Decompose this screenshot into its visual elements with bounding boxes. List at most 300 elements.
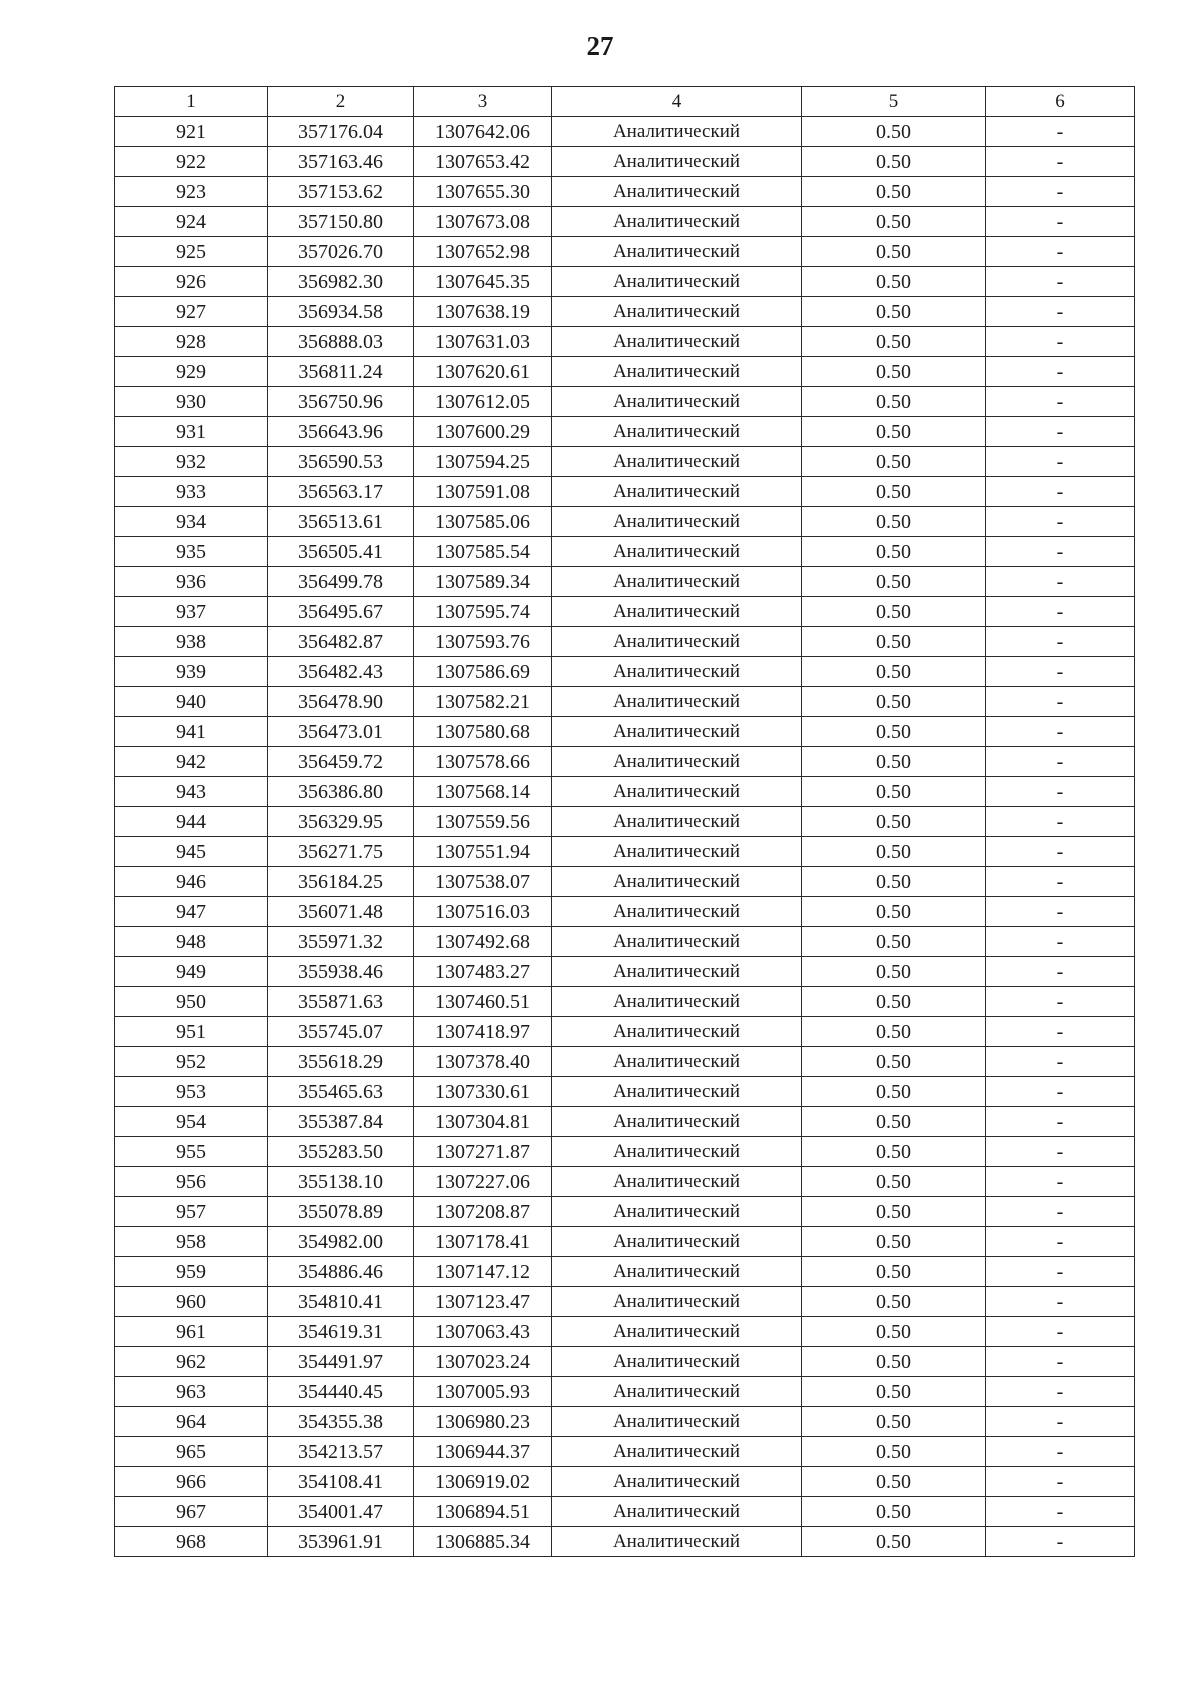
table-row <box>115 1527 1135 1557</box>
cell-point-number: 931 <box>115 417 268 447</box>
cell-method: Аналитический <box>552 1077 802 1107</box>
table-row <box>115 357 1135 387</box>
cell-method: Аналитический <box>552 177 802 207</box>
cell-x: 355618.29 <box>268 1047 414 1077</box>
cell-note: - <box>986 1407 1135 1437</box>
cell-method: Аналитический <box>552 447 802 477</box>
cell-x: 355138.10 <box>268 1167 414 1197</box>
cell-x: 356071.48 <box>268 897 414 927</box>
cell-y: 1307005.93 <box>414 1377 552 1407</box>
cell-y: 1307227.06 <box>414 1167 552 1197</box>
table-row <box>115 297 1135 327</box>
cell-method: Аналитический <box>552 507 802 537</box>
cell-point-number: 953 <box>115 1077 268 1107</box>
cell-x: 355745.07 <box>268 1017 414 1047</box>
cell-accuracy: 0.50 <box>802 357 986 387</box>
cell-method: Аналитический <box>552 147 802 177</box>
cell-point-number: 945 <box>115 837 268 867</box>
table-row <box>115 1257 1135 1287</box>
cell-method: Аналитический <box>552 117 802 147</box>
cell-accuracy: 0.50 <box>802 927 986 957</box>
cell-x: 357163.46 <box>268 147 414 177</box>
cell-y: 1307559.56 <box>414 807 552 837</box>
cell-x: 354619.31 <box>268 1317 414 1347</box>
cell-accuracy: 0.50 <box>802 387 986 417</box>
table-row <box>115 1497 1135 1527</box>
cell-x: 353961.91 <box>268 1527 414 1557</box>
cell-point-number: 965 <box>115 1437 268 1467</box>
cell-note: - <box>986 717 1135 747</box>
cell-x: 354440.45 <box>268 1377 414 1407</box>
cell-point-number: 932 <box>115 447 268 477</box>
table-row <box>115 447 1135 477</box>
cell-point-number: 923 <box>115 177 268 207</box>
cell-y: 1307589.34 <box>414 567 552 597</box>
cell-point-number: 958 <box>115 1227 268 1257</box>
cell-y: 1307578.66 <box>414 747 552 777</box>
cell-method: Аналитический <box>552 957 802 987</box>
cell-y: 1307652.98 <box>414 237 552 267</box>
cell-accuracy: 0.50 <box>802 657 986 687</box>
cell-accuracy: 0.50 <box>802 627 986 657</box>
cell-accuracy: 0.50 <box>802 1137 986 1167</box>
cell-note: - <box>986 777 1135 807</box>
table-row <box>115 267 1135 297</box>
cell-y: 1307330.61 <box>414 1077 552 1107</box>
cell-point-number: 925 <box>115 237 268 267</box>
cell-method: Аналитический <box>552 1527 802 1557</box>
cell-accuracy: 0.50 <box>802 1317 986 1347</box>
cell-point-number: 963 <box>115 1377 268 1407</box>
cell-y: 1307208.87 <box>414 1197 552 1227</box>
cell-y: 1307582.21 <box>414 687 552 717</box>
cell-note: - <box>986 1377 1135 1407</box>
cell-y: 1307492.68 <box>414 927 552 957</box>
table-row <box>115 1137 1135 1167</box>
coordinates-table <box>114 86 1135 1557</box>
cell-point-number: 939 <box>115 657 268 687</box>
cell-point-number: 929 <box>115 357 268 387</box>
cell-method: Аналитический <box>552 747 802 777</box>
cell-method: Аналитический <box>552 1437 802 1467</box>
cell-point-number: 941 <box>115 717 268 747</box>
cell-y: 1307638.19 <box>414 297 552 327</box>
cell-method: Аналитический <box>552 1287 802 1317</box>
cell-point-number: 936 <box>115 567 268 597</box>
cell-point-number: 944 <box>115 807 268 837</box>
cell-point-number: 933 <box>115 477 268 507</box>
cell-accuracy: 0.50 <box>802 897 986 927</box>
cell-y: 1307538.07 <box>414 867 552 897</box>
cell-method: Аналитический <box>552 1257 802 1287</box>
table-row <box>115 1287 1135 1317</box>
cell-accuracy: 0.50 <box>802 147 986 177</box>
cell-accuracy: 0.50 <box>802 837 986 867</box>
cell-note: - <box>986 237 1135 267</box>
cell-y: 1307631.03 <box>414 327 552 357</box>
cell-point-number: 967 <box>115 1497 268 1527</box>
cell-note: - <box>986 957 1135 987</box>
cell-y: 1306980.23 <box>414 1407 552 1437</box>
table-row <box>115 867 1135 897</box>
cell-note: - <box>986 537 1135 567</box>
cell-method: Аналитический <box>552 387 802 417</box>
table-row <box>115 177 1135 207</box>
cell-accuracy: 0.50 <box>802 567 986 597</box>
cell-accuracy: 0.50 <box>802 1077 986 1107</box>
table-row <box>115 777 1135 807</box>
table-row <box>115 117 1135 147</box>
table-row <box>115 147 1135 177</box>
cell-method: Аналитический <box>552 867 802 897</box>
table-row <box>115 597 1135 627</box>
cell-accuracy: 0.50 <box>802 1527 986 1557</box>
cell-x: 357153.62 <box>268 177 414 207</box>
cell-method: Аналитический <box>552 357 802 387</box>
cell-point-number: 962 <box>115 1347 268 1377</box>
cell-note: - <box>986 1167 1135 1197</box>
cell-y: 1307653.42 <box>414 147 552 177</box>
cell-method: Аналитический <box>552 897 802 927</box>
cell-accuracy: 0.50 <box>802 1347 986 1377</box>
cell-point-number: 955 <box>115 1137 268 1167</box>
cell-y: 1307620.61 <box>414 357 552 387</box>
cell-note: - <box>986 837 1135 867</box>
cell-note: - <box>986 267 1135 297</box>
cell-x: 356982.30 <box>268 267 414 297</box>
cell-x: 354108.41 <box>268 1467 414 1497</box>
cell-method: Аналитический <box>552 297 802 327</box>
cell-point-number: 952 <box>115 1047 268 1077</box>
cell-y: 1307586.69 <box>414 657 552 687</box>
cell-y: 1307568.14 <box>414 777 552 807</box>
table-body <box>115 117 1135 1557</box>
cell-method: Аналитический <box>552 597 802 627</box>
cell-x: 356888.03 <box>268 327 414 357</box>
cell-note: - <box>986 807 1135 837</box>
cell-y: 1307580.68 <box>414 717 552 747</box>
cell-x: 354213.57 <box>268 1437 414 1467</box>
cell-method: Аналитический <box>552 687 802 717</box>
cell-x: 355871.63 <box>268 987 414 1017</box>
cell-accuracy: 0.50 <box>802 267 986 297</box>
column-header-4: 4 <box>552 87 802 117</box>
cell-x: 356590.53 <box>268 447 414 477</box>
cell-accuracy: 0.50 <box>802 417 986 447</box>
cell-y: 1307271.87 <box>414 1137 552 1167</box>
cell-method: Аналитический <box>552 1137 802 1167</box>
cell-point-number: 927 <box>115 297 268 327</box>
cell-y: 1307673.08 <box>414 207 552 237</box>
cell-y: 1307304.81 <box>414 1107 552 1137</box>
cell-x: 354001.47 <box>268 1497 414 1527</box>
cell-x: 357026.70 <box>268 237 414 267</box>
cell-x: 355078.89 <box>268 1197 414 1227</box>
cell-point-number: 947 <box>115 897 268 927</box>
cell-point-number: 961 <box>115 1317 268 1347</box>
table-row <box>115 717 1135 747</box>
cell-accuracy: 0.50 <box>802 477 986 507</box>
table-row <box>115 1407 1135 1437</box>
cell-x: 355387.84 <box>268 1107 414 1137</box>
cell-x: 356473.01 <box>268 717 414 747</box>
cell-accuracy: 0.50 <box>802 1257 986 1287</box>
cell-accuracy: 0.50 <box>802 1377 986 1407</box>
cell-note: - <box>986 1017 1135 1047</box>
table-row <box>115 987 1135 1017</box>
cell-x: 356386.80 <box>268 777 414 807</box>
cell-method: Аналитический <box>552 1227 802 1257</box>
table-row <box>115 897 1135 927</box>
cell-accuracy: 0.50 <box>802 1167 986 1197</box>
table-row <box>115 747 1135 777</box>
cell-method: Аналитический <box>552 1467 802 1497</box>
table-row <box>115 687 1135 717</box>
cell-note: - <box>986 1347 1135 1377</box>
column-header-2: 2 <box>268 87 414 117</box>
table-row <box>115 1467 1135 1497</box>
cell-note: - <box>986 1077 1135 1107</box>
cell-note: - <box>986 117 1135 147</box>
cell-x: 356184.25 <box>268 867 414 897</box>
cell-x: 356478.90 <box>268 687 414 717</box>
table-row <box>115 1197 1135 1227</box>
cell-y: 1306919.02 <box>414 1467 552 1497</box>
cell-note: - <box>986 1467 1135 1497</box>
cell-note: - <box>986 507 1135 537</box>
cell-note: - <box>986 1197 1135 1227</box>
cell-accuracy: 0.50 <box>802 957 986 987</box>
cell-accuracy: 0.50 <box>802 1017 986 1047</box>
cell-accuracy: 0.50 <box>802 537 986 567</box>
cell-x: 356459.72 <box>268 747 414 777</box>
table-row <box>115 237 1135 267</box>
cell-accuracy: 0.50 <box>802 1437 986 1467</box>
cell-method: Аналитический <box>552 1017 802 1047</box>
cell-point-number: 957 <box>115 1197 268 1227</box>
cell-point-number: 954 <box>115 1107 268 1137</box>
cell-accuracy: 0.50 <box>802 747 986 777</box>
cell-point-number: 949 <box>115 957 268 987</box>
column-header-5: 5 <box>802 87 986 117</box>
cell-accuracy: 0.50 <box>802 717 986 747</box>
cell-point-number: 924 <box>115 207 268 237</box>
cell-x: 357150.80 <box>268 207 414 237</box>
cell-note: - <box>986 627 1135 657</box>
cell-x: 354810.41 <box>268 1287 414 1317</box>
cell-y: 1307516.03 <box>414 897 552 927</box>
cell-x: 356495.67 <box>268 597 414 627</box>
cell-note: - <box>986 1527 1135 1557</box>
cell-point-number: 966 <box>115 1467 268 1497</box>
table-row <box>115 477 1135 507</box>
table-row <box>115 927 1135 957</box>
cell-note: - <box>986 1137 1135 1167</box>
cell-method: Аналитический <box>552 1377 802 1407</box>
cell-y: 1307378.40 <box>414 1047 552 1077</box>
cell-note: - <box>986 1287 1135 1317</box>
cell-accuracy: 0.50 <box>802 597 986 627</box>
table-header-row <box>115 87 1135 117</box>
cell-point-number: 959 <box>115 1257 268 1287</box>
cell-y: 1307642.06 <box>414 117 552 147</box>
cell-method: Аналитический <box>552 267 802 297</box>
cell-point-number: 956 <box>115 1167 268 1197</box>
cell-y: 1307147.12 <box>414 1257 552 1287</box>
cell-note: - <box>986 867 1135 897</box>
cell-accuracy: 0.50 <box>802 987 986 1017</box>
table-row <box>115 507 1135 537</box>
table-row <box>115 327 1135 357</box>
cell-method: Аналитический <box>552 1197 802 1227</box>
cell-y: 1307591.08 <box>414 477 552 507</box>
cell-point-number: 946 <box>115 867 268 897</box>
cell-x: 355938.46 <box>268 957 414 987</box>
cell-point-number: 964 <box>115 1407 268 1437</box>
cell-point-number: 968 <box>115 1527 268 1557</box>
cell-method: Аналитический <box>552 807 802 837</box>
cell-point-number: 926 <box>115 267 268 297</box>
cell-method: Аналитический <box>552 567 802 597</box>
table-row <box>115 1377 1135 1407</box>
table-row <box>115 1347 1135 1377</box>
cell-y: 1307551.94 <box>414 837 552 867</box>
table-row <box>115 1047 1135 1077</box>
cell-x: 357176.04 <box>268 117 414 147</box>
cell-x: 355283.50 <box>268 1137 414 1167</box>
cell-accuracy: 0.50 <box>802 1407 986 1437</box>
table-row <box>115 537 1135 567</box>
cell-note: - <box>986 357 1135 387</box>
cell-method: Аналитический <box>552 1347 802 1377</box>
cell-note: - <box>986 417 1135 447</box>
cell-y: 1307593.76 <box>414 627 552 657</box>
cell-note: - <box>986 1497 1135 1527</box>
cell-y: 1307178.41 <box>414 1227 552 1257</box>
cell-method: Аналитический <box>552 207 802 237</box>
cell-method: Аналитический <box>552 627 802 657</box>
cell-y: 1307063.43 <box>414 1317 552 1347</box>
column-header-1: 1 <box>115 87 268 117</box>
cell-y: 1307418.97 <box>414 1017 552 1047</box>
cell-note: - <box>986 897 1135 927</box>
cell-accuracy: 0.50 <box>802 867 986 897</box>
cell-note: - <box>986 1257 1135 1287</box>
cell-method: Аналитический <box>552 1407 802 1437</box>
table-row <box>115 627 1135 657</box>
cell-note: - <box>986 297 1135 327</box>
table-row <box>115 1317 1135 1347</box>
cell-method: Аналитический <box>552 837 802 867</box>
cell-y: 1306894.51 <box>414 1497 552 1527</box>
cell-x: 356811.24 <box>268 357 414 387</box>
cell-y: 1307123.47 <box>414 1287 552 1317</box>
cell-method: Аналитический <box>552 987 802 1017</box>
cell-method: Аналитический <box>552 657 802 687</box>
cell-x: 354982.00 <box>268 1227 414 1257</box>
column-header-3: 3 <box>414 87 552 117</box>
cell-accuracy: 0.50 <box>802 297 986 327</box>
cell-point-number: 960 <box>115 1287 268 1317</box>
cell-x: 356329.95 <box>268 807 414 837</box>
cell-note: - <box>986 1437 1135 1467</box>
cell-x: 354886.46 <box>268 1257 414 1287</box>
cell-point-number: 928 <box>115 327 268 357</box>
cell-note: - <box>986 1227 1135 1257</box>
cell-x: 356499.78 <box>268 567 414 597</box>
page-number: 27 <box>586 31 614 61</box>
cell-method: Аналитический <box>552 1317 802 1347</box>
table-row <box>115 567 1135 597</box>
cell-x: 356271.75 <box>268 837 414 867</box>
cell-accuracy: 0.50 <box>802 687 986 717</box>
table-row <box>115 1017 1135 1047</box>
cell-note: - <box>986 747 1135 777</box>
cell-point-number: 930 <box>115 387 268 417</box>
cell-accuracy: 0.50 <box>802 1047 986 1077</box>
cell-accuracy: 0.50 <box>802 807 986 837</box>
cell-point-number: 937 <box>115 597 268 627</box>
cell-y: 1307023.24 <box>414 1347 552 1377</box>
cell-note: - <box>986 207 1135 237</box>
cell-method: Аналитический <box>552 477 802 507</box>
cell-note: - <box>986 477 1135 507</box>
cell-x: 356482.43 <box>268 657 414 687</box>
cell-y: 1307585.06 <box>414 507 552 537</box>
cell-method: Аналитический <box>552 237 802 267</box>
cell-note: - <box>986 1107 1135 1137</box>
cell-method: Аналитический <box>552 1497 802 1527</box>
cell-y: 1306944.37 <box>414 1437 552 1467</box>
cell-point-number: 940 <box>115 687 268 717</box>
cell-x: 354491.97 <box>268 1347 414 1377</box>
cell-point-number: 948 <box>115 927 268 957</box>
cell-note: - <box>986 987 1135 1017</box>
cell-y: 1307585.54 <box>414 537 552 567</box>
table-row <box>115 837 1135 867</box>
cell-note: - <box>986 147 1135 177</box>
cell-accuracy: 0.50 <box>802 1467 986 1497</box>
table-row <box>115 387 1135 417</box>
cell-method: Аналитический <box>552 537 802 567</box>
cell-note: - <box>986 567 1135 597</box>
cell-x: 356482.87 <box>268 627 414 657</box>
cell-point-number: 938 <box>115 627 268 657</box>
cell-note: - <box>986 657 1135 687</box>
cell-x: 356513.61 <box>268 507 414 537</box>
cell-accuracy: 0.50 <box>802 447 986 477</box>
cell-accuracy: 0.50 <box>802 177 986 207</box>
table-row <box>115 657 1135 687</box>
cell-x: 356934.58 <box>268 297 414 327</box>
cell-point-number: 922 <box>115 147 268 177</box>
cell-point-number: 950 <box>115 987 268 1017</box>
cell-note: - <box>986 177 1135 207</box>
cell-y: 1307460.51 <box>414 987 552 1017</box>
cell-x: 355971.32 <box>268 927 414 957</box>
cell-y: 1307595.74 <box>414 597 552 627</box>
cell-method: Аналитический <box>552 717 802 747</box>
cell-accuracy: 0.50 <box>802 1107 986 1137</box>
cell-note: - <box>986 927 1135 957</box>
cell-point-number: 921 <box>115 117 268 147</box>
table-row <box>115 1077 1135 1107</box>
cell-point-number: 942 <box>115 747 268 777</box>
cell-y: 1306885.34 <box>414 1527 552 1557</box>
cell-y: 1307600.29 <box>414 417 552 447</box>
cell-note: - <box>986 687 1135 717</box>
table-row <box>115 1437 1135 1467</box>
